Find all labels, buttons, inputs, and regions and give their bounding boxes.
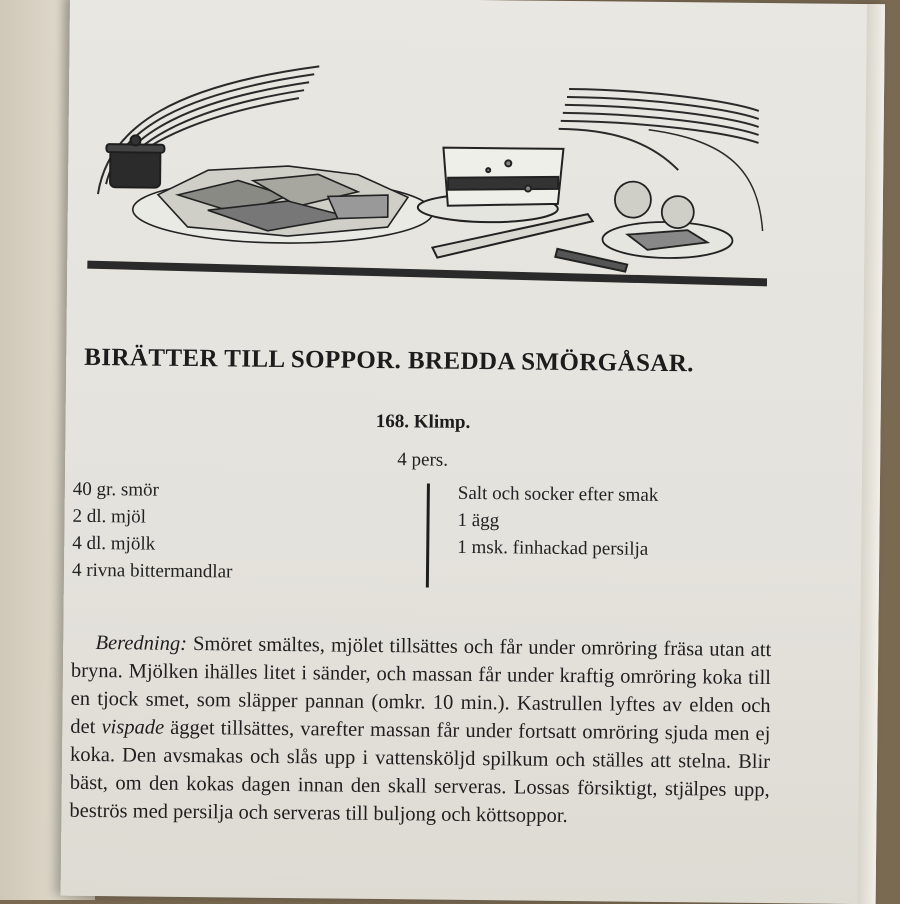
food-illustration	[87, 44, 770, 311]
ingredient-item: 1 ägg	[457, 509, 500, 532]
shelf-line	[87, 261, 767, 287]
preparation-text	[69, 628, 771, 831]
ingredient-item: Salt och socker efter smak	[457, 482, 659, 506]
chapter-heading: BIRÄTTER TILL SOPPOR. BREDDA SMÖRGÅSAR.	[84, 343, 695, 378]
book-page	[61, 0, 885, 904]
recipe-title: 168. Klimp.	[375, 410, 471, 433]
ingredient-item: 1 msk. finhackad persilja	[457, 536, 649, 560]
preparation-part-1: Smöret smältes, mjölet tillsättes och får under omröring fräsa utan att bryna. Mjölken ihälles litet i sänder, och massan får under kraftig omröring koka till en tjock smet, som släpper pannan (omkr. 10 min.). Kastrullen lyftes av elden och det	[70, 632, 772, 738]
cheese	[418, 147, 564, 223]
preparation-emphasis: vispade	[101, 715, 165, 739]
ingredients-divider	[426, 483, 430, 587]
preparation-label: Beredning:	[95, 631, 188, 655]
page-edge	[858, 4, 885, 904]
tomato-plate	[602, 181, 733, 258]
ingredients-left	[72, 476, 413, 588]
ingredient-item: 4 rivna bittermandlar	[71, 559, 233, 583]
recipe-servings: 4 pers.	[397, 449, 449, 471]
ingredient-item: 2 dl. mjöl	[72, 505, 147, 528]
sandwich-platter	[132, 164, 433, 244]
ingredients-right	[457, 480, 778, 564]
ingredient-item: 4 dl. mjölk	[72, 532, 156, 555]
preparation-part-2: ägget tillsättes, varefter massan får under fortsatt omröring sjuda men ej koka. Den avsmakas och slås upp i vattensköljd spilkum och ställes att stelna. Blir bäst, om den kokas dagen innan den skall serveras. Lossas försiktigt, stjälpes upp, beströs med persilja och serveras till buljong och köttsoppor.	[69, 716, 771, 827]
ingredient-item: 40 gr. smör	[72, 478, 159, 501]
